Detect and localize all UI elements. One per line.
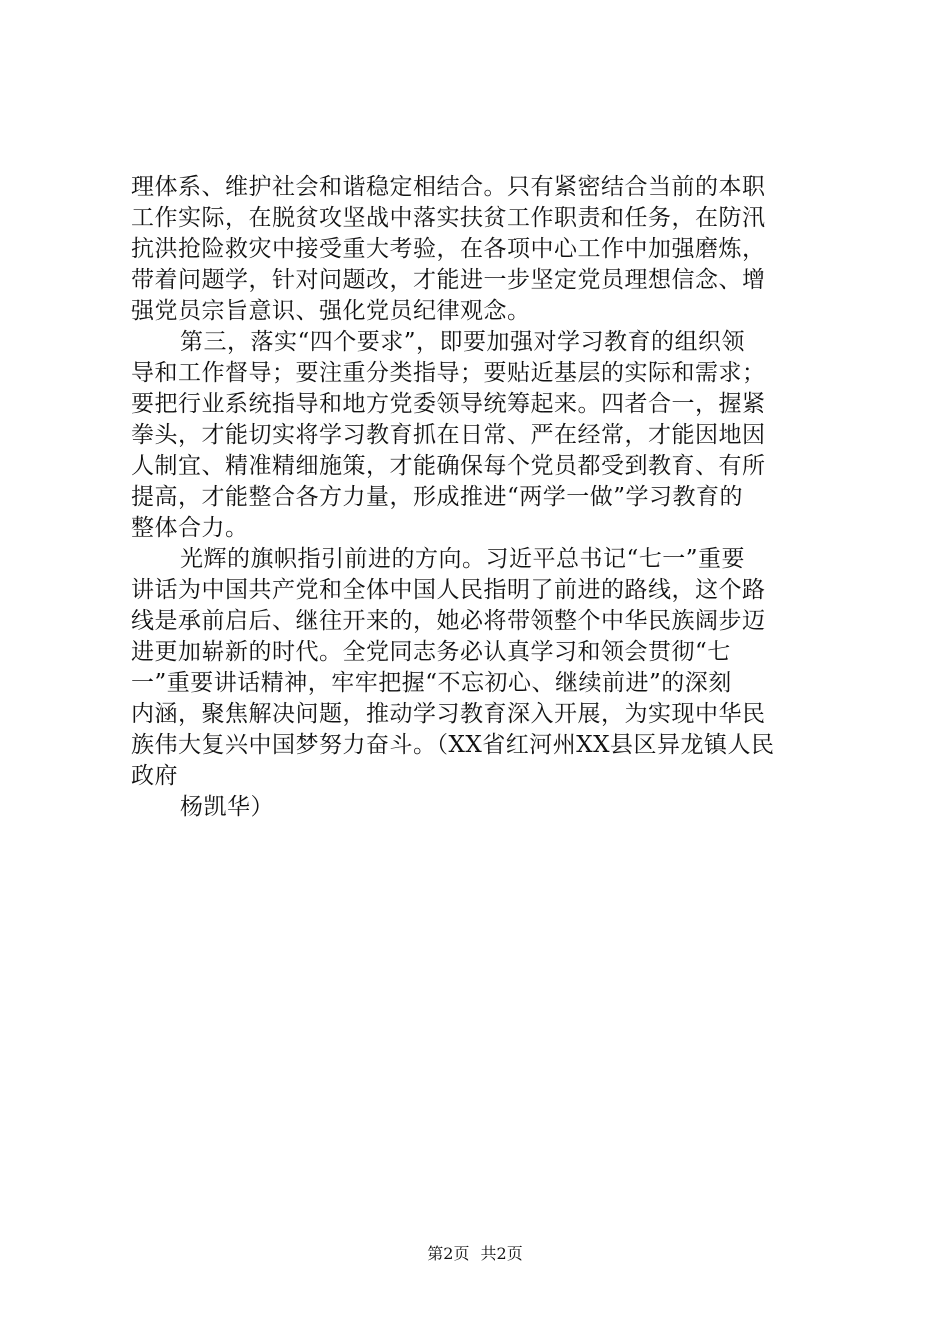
page-number: 第2页 [427, 1244, 470, 1263]
text-line: 族伟大复兴中国梦努力奋斗。（XX省红河州XX县区异龙镇人民 [131, 732, 775, 758]
text-line: 工作实际，在脱贫攻坚战中落实扶贫工作职责和任务，在防汛 [131, 205, 766, 231]
text-line: 线是承前启后、继往开来的，她必将带领整个中华民族阔步迈 [131, 608, 766, 634]
text-line: 提高，才能整合各方力量，形成推进“两学一做”学习教育的 [131, 484, 744, 510]
page-total: 共2页 [480, 1244, 523, 1263]
text-line: 拳头，才能切实将学习教育抓在日常、严在经常，才能因地因 [131, 422, 766, 448]
text-line: 强党员宗旨意识、强化党员纪律观念。 [131, 298, 531, 324]
paragraph-start-line: 光辉的旗帜指引前进的方向。习近平总书记“七一”重要 [180, 546, 746, 572]
text-line: 导和工作督导；要注重分类指导；要贴近基层的实际和需求； [131, 360, 766, 386]
text-line: 人制宜、精准精细施策，才能确保每个党员都受到教育、有所 [131, 453, 766, 479]
page-footer [0, 1244, 950, 1264]
text-line: 理体系、维护社会和谐稳定相结合。只有紧密结合当前的本职 [131, 174, 766, 200]
text-line: 要把行业系统指导和地方党委领导统筹起来。四者合一，握紧 [131, 391, 766, 417]
text-line: 带着问题学，针对问题改，才能进一步坚定党员理想信念、增 [131, 267, 766, 293]
paragraph-start-line: 第三，落实“四个要求”，即要加强对学习教育的组织领 [180, 329, 746, 355]
text-line: 抗洪抢险救灾中接受重大考验，在各项中心工作中加强磨炼， [131, 236, 766, 262]
text-line: 讲话为中国共产党和全体中国人民指明了前进的路线，这个路 [131, 577, 766, 603]
text-line: 内涵，聚焦解决问题，推动学习教育深入开展，为实现中华民 [131, 701, 766, 727]
text-line: 进更加崭新的时代。全党同志务必认真学习和领会贯彻“七 [131, 639, 731, 665]
text-line: 一”重要讲话精神，牢牢把握“不忘初心、继续前进”的深刻 [131, 670, 732, 696]
text-line: 整体合力。 [131, 515, 249, 541]
text-line: 政府 [131, 763, 178, 789]
author-line: 杨凯华） [180, 794, 274, 820]
